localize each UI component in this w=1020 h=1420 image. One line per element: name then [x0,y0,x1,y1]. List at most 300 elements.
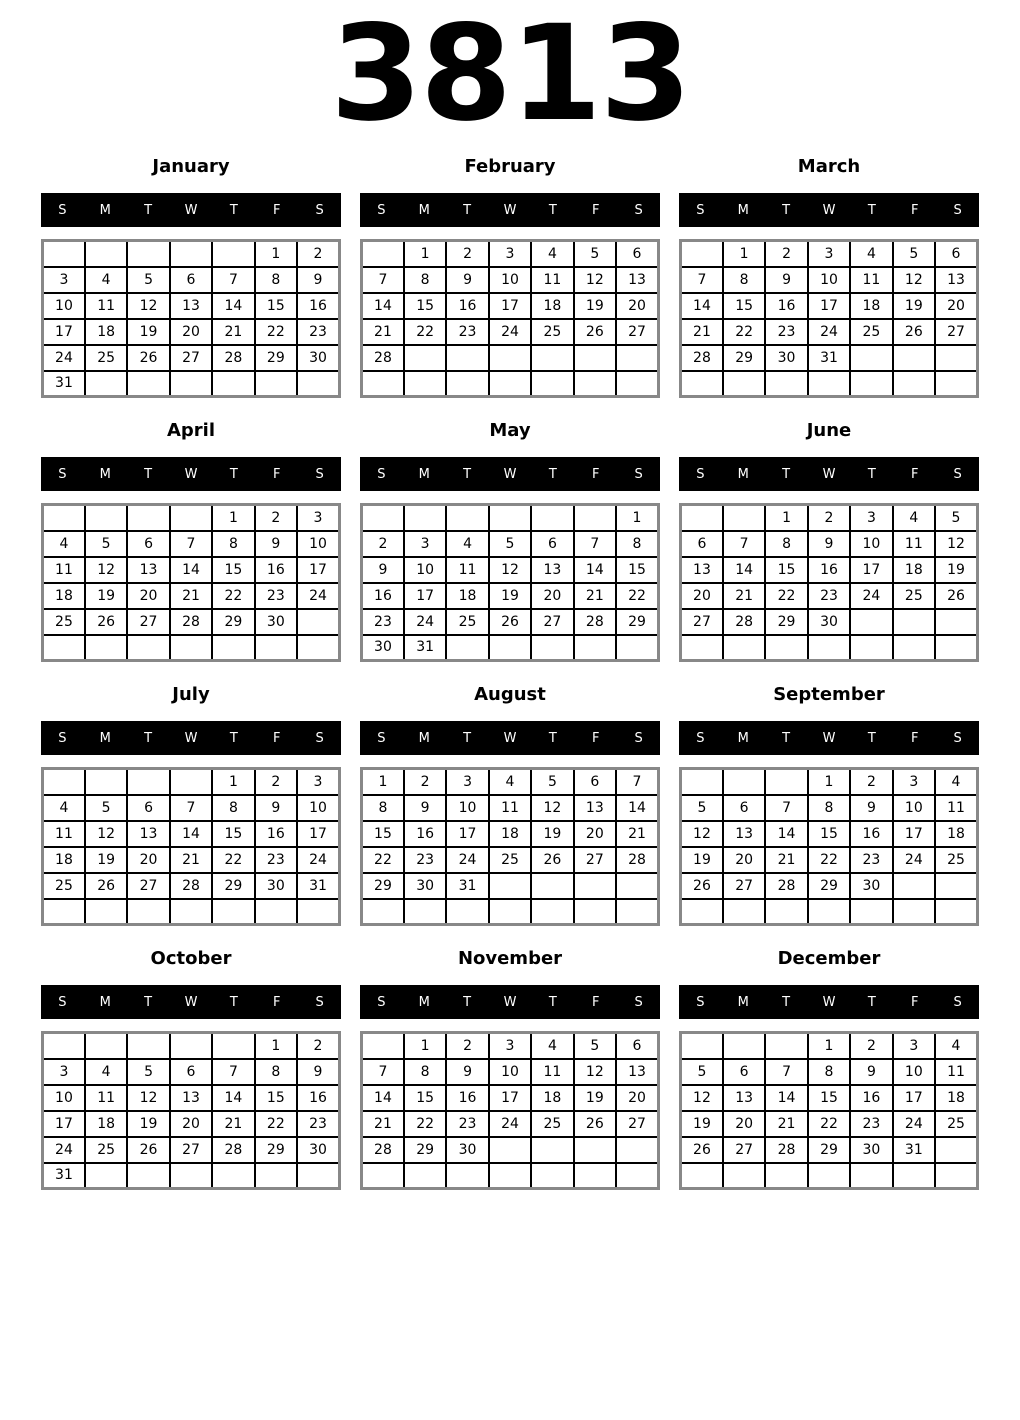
day-cell: 25 [85,345,127,371]
month-name: January [152,156,230,177]
week-row [681,821,978,847]
day-cell: 5 [489,531,531,557]
day-cell: 13 [574,795,616,821]
day-cell: 17 [404,583,446,609]
day-cell: 20 [616,293,658,319]
weekday-label: M [99,994,111,1010]
day-cell: 30 [362,635,404,661]
day-cell: 14 [765,821,807,847]
empty-cell [85,769,127,795]
weekday-label: T [463,202,472,218]
empty-cell [681,1163,723,1189]
weekday-label: F [591,202,600,218]
empty-cell [489,505,531,531]
week-row [681,267,978,293]
day-cell: 20 [935,293,977,319]
day-cell: 4 [85,1059,127,1085]
day-cell: 14 [723,557,765,583]
day-cell: 21 [574,583,616,609]
week-row [681,1163,978,1189]
day-cell: 18 [935,1085,977,1111]
empty-cell [85,371,127,397]
day-cell: 26 [574,319,616,345]
day-cell: 30 [808,609,850,635]
week-row [362,505,659,531]
day-cell: 4 [935,769,977,795]
day-cell: 10 [297,531,339,557]
day-cell: 17 [297,557,339,583]
empty-cell [297,899,339,925]
empty-cell [616,635,658,661]
day-cell: 2 [446,1033,488,1059]
day-cell: 31 [893,1137,935,1163]
week-row [681,319,978,345]
weekday-label: W [184,730,198,746]
day-cell: 5 [85,531,127,557]
day-cell: 21 [212,319,254,345]
day-cell: 29 [765,609,807,635]
day-cell: 21 [681,319,723,345]
month-february [360,152,660,398]
day-cell: 6 [681,531,723,557]
weekday-label: T [229,994,238,1010]
weekday-label: T [548,466,557,482]
day-cell: 11 [935,1059,977,1085]
day-cell: 3 [489,241,531,267]
empty-cell [531,505,573,531]
day-cell: 7 [362,267,404,293]
day-cell: 20 [170,319,212,345]
day-cell: 1 [212,769,254,795]
day-cell: 11 [85,293,127,319]
empty-cell [850,899,892,925]
weekday-label: M [418,994,430,1010]
month-name: July [172,684,210,705]
day-cell: 1 [404,1033,446,1059]
week-row [43,821,340,847]
day-cell: 23 [255,847,297,873]
day-cell: 12 [127,1085,169,1111]
day-cell: 12 [574,1059,616,1085]
day-cell: 19 [85,847,127,873]
day-cell: 26 [893,319,935,345]
day-cell: 16 [404,821,446,847]
day-cell: 30 [446,1137,488,1163]
day-cell: 29 [212,609,254,635]
day-cell: 24 [43,345,85,371]
day-cell: 23 [297,319,339,345]
weekday-label: M [737,994,749,1010]
weekday-header [41,985,341,1019]
weekday-label: M [737,730,749,746]
day-cell: 7 [574,531,616,557]
day-cell: 1 [255,1033,297,1059]
week-row [43,1111,340,1137]
day-cell: 6 [616,1033,658,1059]
month-name: October [150,948,232,969]
day-cell: 7 [170,531,212,557]
week-row [681,1111,978,1137]
weekday-label: W [184,994,198,1010]
day-cell: 7 [681,267,723,293]
empty-cell [531,345,573,371]
week-row [681,769,978,795]
day-cell: 13 [723,1085,765,1111]
day-cell: 6 [616,241,658,267]
empty-cell [531,873,573,899]
day-cell: 23 [255,583,297,609]
empty-cell [935,899,977,925]
empty-cell [297,1163,339,1189]
empty-cell [362,371,404,397]
day-cell: 19 [893,293,935,319]
day-cell: 29 [723,345,765,371]
empty-cell [531,635,573,661]
day-cell: 8 [808,795,850,821]
day-cell: 5 [574,241,616,267]
day-cell: 4 [850,241,892,267]
empty-cell [85,1033,127,1059]
empty-cell [127,635,169,661]
day-cell: 20 [723,847,765,873]
weekday-label: S [315,466,324,482]
day-cell: 13 [531,557,573,583]
week-row [362,847,659,873]
day-cell: 30 [404,873,446,899]
empty-cell [127,1033,169,1059]
month-grid [41,239,341,398]
weekday-label: W [184,466,198,482]
empty-cell [935,1137,977,1163]
day-cell: 26 [681,1137,723,1163]
month-grid [360,1031,660,1190]
empty-cell [170,371,212,397]
weekday-label: S [696,994,705,1010]
empty-cell [723,1163,765,1189]
empty-cell [935,635,977,661]
empty-cell [935,1163,977,1189]
month-grid [41,503,341,662]
day-cell: 23 [808,583,850,609]
empty-cell [127,899,169,925]
weekday-header [679,985,979,1019]
day-cell: 10 [893,795,935,821]
weekday-header [360,193,660,227]
day-cell: 11 [531,267,573,293]
day-cell: 28 [574,609,616,635]
day-cell: 12 [893,267,935,293]
day-cell: 21 [616,821,658,847]
day-cell: 12 [127,293,169,319]
day-cell: 15 [808,1085,850,1111]
day-cell: 21 [362,319,404,345]
empty-cell [446,899,488,925]
day-cell: 10 [446,795,488,821]
weekday-label: T [548,202,557,218]
day-cell: 16 [297,1085,339,1111]
day-cell: 31 [446,873,488,899]
empty-cell [808,1163,850,1189]
weekday-label: T [463,730,472,746]
day-cell: 4 [531,241,573,267]
day-cell: 28 [616,847,658,873]
day-cell: 9 [850,795,892,821]
month-september [679,680,979,926]
day-cell: 2 [850,1033,892,1059]
day-cell: 26 [531,847,573,873]
weekday-label: F [591,466,600,482]
empty-cell [43,241,85,267]
week-row [362,609,659,635]
weekday-label: T [463,994,472,1010]
empty-cell [297,609,339,635]
day-cell: 28 [170,609,212,635]
day-cell: 17 [893,821,935,847]
empty-cell [574,1163,616,1189]
empty-cell [297,635,339,661]
weekday-label: S [634,202,643,218]
empty-cell [681,505,723,531]
day-cell: 23 [446,1111,488,1137]
day-cell: 25 [935,847,977,873]
day-cell: 5 [531,769,573,795]
weekday-label: W [822,730,836,746]
day-cell: 19 [489,583,531,609]
day-cell: 16 [850,1085,892,1111]
empty-cell [723,1033,765,1059]
empty-cell [574,345,616,371]
day-cell: 22 [404,1111,446,1137]
weekday-label: F [591,730,600,746]
week-row [681,1137,978,1163]
day-cell: 25 [43,609,85,635]
day-cell: 1 [808,1033,850,1059]
day-cell: 12 [574,267,616,293]
weekday-label: T [782,730,791,746]
weekday-label: T [229,466,238,482]
day-cell: 21 [723,583,765,609]
day-cell: 11 [43,821,85,847]
day-cell: 6 [935,241,977,267]
day-cell: 14 [212,1085,254,1111]
day-cell: 30 [297,345,339,371]
month-name: February [464,156,556,177]
day-cell: 18 [850,293,892,319]
empty-cell [170,769,212,795]
week-row [362,267,659,293]
day-cell: 16 [446,293,488,319]
day-cell: 13 [170,293,212,319]
day-cell: 15 [616,557,658,583]
day-cell: 19 [531,821,573,847]
day-cell: 24 [297,847,339,873]
week-row [43,1033,340,1059]
weekday-label: M [737,466,749,482]
day-cell: 15 [404,1085,446,1111]
empty-cell [255,1163,297,1189]
empty-cell [850,635,892,661]
empty-cell [531,371,573,397]
empty-cell [85,241,127,267]
day-cell: 18 [935,821,977,847]
day-cell: 23 [297,1111,339,1137]
week-row [681,635,978,661]
day-cell: 27 [574,847,616,873]
day-cell: 24 [808,319,850,345]
month-january [41,152,341,398]
empty-cell [170,241,212,267]
day-cell: 27 [127,609,169,635]
day-cell: 9 [808,531,850,557]
day-cell: 13 [170,1085,212,1111]
day-cell: 28 [362,345,404,371]
day-cell: 4 [489,769,531,795]
day-cell: 24 [446,847,488,873]
weekday-label: S [377,730,386,746]
day-cell: 25 [935,1111,977,1137]
day-cell: 12 [85,557,127,583]
day-cell: 27 [723,1137,765,1163]
empty-cell [850,1163,892,1189]
day-cell: 22 [808,1111,850,1137]
day-cell: 16 [255,557,297,583]
empty-cell [531,1137,573,1163]
day-cell: 11 [935,795,977,821]
empty-cell [723,371,765,397]
empty-cell [170,1163,212,1189]
day-cell: 3 [850,505,892,531]
day-cell: 6 [531,531,573,557]
week-row [681,1059,978,1085]
week-row [681,371,978,397]
day-cell: 6 [127,795,169,821]
empty-cell [297,371,339,397]
day-cell: 24 [404,609,446,635]
weekday-label: T [229,202,238,218]
day-cell: 13 [127,821,169,847]
empty-cell [616,1137,658,1163]
day-cell: 4 [43,531,85,557]
weekday-label: S [634,466,643,482]
day-cell: 6 [723,1059,765,1085]
day-cell: 18 [446,583,488,609]
month-name: May [489,420,531,441]
empty-cell [362,241,404,267]
empty-cell [616,873,658,899]
empty-cell [43,505,85,531]
weekday-label: S [58,730,67,746]
week-row [362,635,659,661]
day-cell: 7 [212,1059,254,1085]
empty-cell [574,1137,616,1163]
day-cell: 29 [404,1137,446,1163]
day-cell: 20 [723,1111,765,1137]
empty-cell [489,873,531,899]
empty-cell [616,345,658,371]
empty-cell [404,899,446,925]
day-cell: 2 [362,531,404,557]
day-cell: 28 [765,873,807,899]
empty-cell [723,899,765,925]
day-cell: 20 [574,821,616,847]
empty-cell [935,873,977,899]
empty-cell [404,1163,446,1189]
empty-cell [893,371,935,397]
day-cell: 6 [127,531,169,557]
day-cell: 14 [616,795,658,821]
empty-cell [362,1033,404,1059]
empty-cell [935,371,977,397]
day-cell: 17 [808,293,850,319]
week-row [362,873,659,899]
week-row [362,241,659,267]
weekday-label: S [953,994,962,1010]
day-cell: 27 [723,873,765,899]
day-cell: 21 [170,583,212,609]
day-cell: 5 [681,795,723,821]
day-cell: 29 [255,1137,297,1163]
day-cell: 10 [43,1085,85,1111]
week-row [681,505,978,531]
day-cell: 19 [127,319,169,345]
empty-cell [893,345,935,371]
month-grid [679,767,979,926]
empty-cell [255,635,297,661]
weekday-label: W [822,202,836,218]
weekday-label: T [867,202,876,218]
day-cell: 3 [893,769,935,795]
year-title: 3813 [330,0,690,151]
empty-cell [808,635,850,661]
day-cell: 13 [127,557,169,583]
weekday-label: T [782,202,791,218]
weekday-header [679,721,979,755]
empty-cell [531,1163,573,1189]
day-cell: 9 [297,1059,339,1085]
week-row [362,1163,659,1189]
day-cell: 30 [255,873,297,899]
day-cell: 17 [489,1085,531,1111]
weekday-label: F [910,466,919,482]
weekday-label: S [58,202,67,218]
month-march [679,152,979,398]
month-grid [41,1031,341,1190]
empty-cell [574,371,616,397]
day-cell: 27 [127,873,169,899]
weekday-label: M [99,730,111,746]
day-cell: 26 [489,609,531,635]
empty-cell [616,1163,658,1189]
day-cell: 27 [681,609,723,635]
day-cell: 14 [170,821,212,847]
day-cell: 22 [404,319,446,345]
day-cell: 18 [43,583,85,609]
day-cell: 23 [765,319,807,345]
month-grid [41,767,341,926]
weekday-label: T [144,202,153,218]
empty-cell [616,371,658,397]
day-cell: 22 [255,319,297,345]
weekday-label: F [272,994,281,1010]
empty-cell [43,1033,85,1059]
weekday-header [41,721,341,755]
day-cell: 30 [255,609,297,635]
day-cell: 18 [85,1111,127,1137]
empty-cell [893,609,935,635]
weekday-label: S [58,994,67,1010]
day-cell: 10 [489,1059,531,1085]
empty-cell [255,371,297,397]
